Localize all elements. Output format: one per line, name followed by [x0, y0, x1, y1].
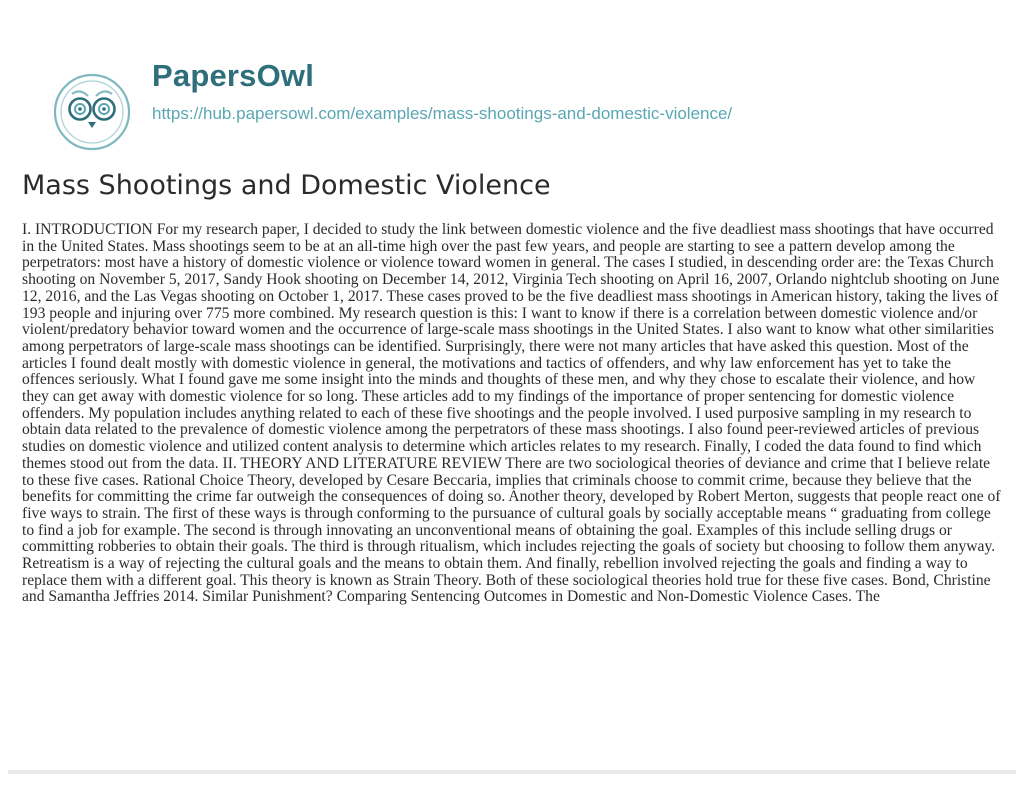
document-title: Mass Shootings and Domestic Violence [22, 170, 551, 201]
brand-name[interactable]: PapersOwl [152, 58, 315, 93]
document-body: I. INTRODUCTION For my research paper, I decided to study the link between domestic violence and the five deadliest mass shootings that have occurred in the United States. Mass shootings seem to be at an all-time high over the past few years, and people are starting to see a pattern develop among the perpetrators: most have a history of domestic violence or violence toward women in general. The cases I studied, in descending order are: the Texas Church shooting on November 5, 2017, Sandy Hook shooting on December 14, 2012, Virginia Tech shooting on April 16, 2007, Orlando nightclub shooting on June 12, 2016, and the Las Vegas shooting on October 1, 2017. These cases proved to be the five deadliest mass shootings in American history, taking the lives of 193 people and injuring over 775 more combined. My research question is this: I want to know if there is a correlation between domestic violence and/or violent/predatory behavior toward women and the occurrence of large-scale mass shootings in the United States. I also want to know what other similarities among perpetrators of large-scale mass shootings can be identified. Surprisingly, there were not many articles that have asked this question. Most of the articles I found dealt mostly with domestic violence in general, the motivations and tactics of offenders, and why law enforcement has yet to take the offences seriously. What I found gave me some insight into the minds and thoughts of these men, and why they chose to escalate their violence, and how they can get away with domestic violence for so long. These articles add to my findings of the importance of proper sentencing for domestic violence offenders. My population includes anything related to each of these five shootings and the people involved. I used purposive sampling in my research to obtain data related to the prevalence of domestic violence among the perpetrators of these mass shootings. I also found peer-reviewed articles of previous studies on domestic violence and utilized content analysis to determine which articles relates to my research. Finally, I coded the data found to find which themes stood out from the data. II. THEORY AND LITERATURE REVIEW There are two sociological theories of deviance and crime that I believe relate to these five cases. Rational Choice Theory, developed by Cesare Beccaria, implies that criminals choose to commit crime, because they believe that the benefits for committing the crime far outweigh the consequences of doing so. Another theory, developed by Robert Merton, suggests that people react one of five ways to strain. The first of these ways is through conforming to the pursuance of cultural goals by socially acceptable means “ graduating from college to find a job for example. The second is through innovating an unconventional means of obtaining the goal. Examples of this include selling drugs or committing robberies to obtain their goals. The third is through ritualism, which includes rejecting the goals of society but choosing to follow them anyway. Retreatism is a way of rejecting the cultural goals and the means to obtain them. And finally, rebellion involved rejecting the goals and finding a way to replace them with a different goal. This theory is known as Strain Theory. Both of these sociological theories hold true for these five cases. Bond, Christine and Samantha Jeffries 2014. Similar Punishment? Comparing Sentencing Outcomes in Domestic and Non-Domestic Violence Cases. The [22, 221, 1001, 606]
owl-logo-icon [52, 72, 132, 152]
source-url-link[interactable]: https://hub.papersowl.com/examples/mass-shootings-and-domestic-violence/ [152, 104, 733, 123]
bottom-divider [8, 770, 1016, 774]
page-header [0, 0, 1024, 156]
